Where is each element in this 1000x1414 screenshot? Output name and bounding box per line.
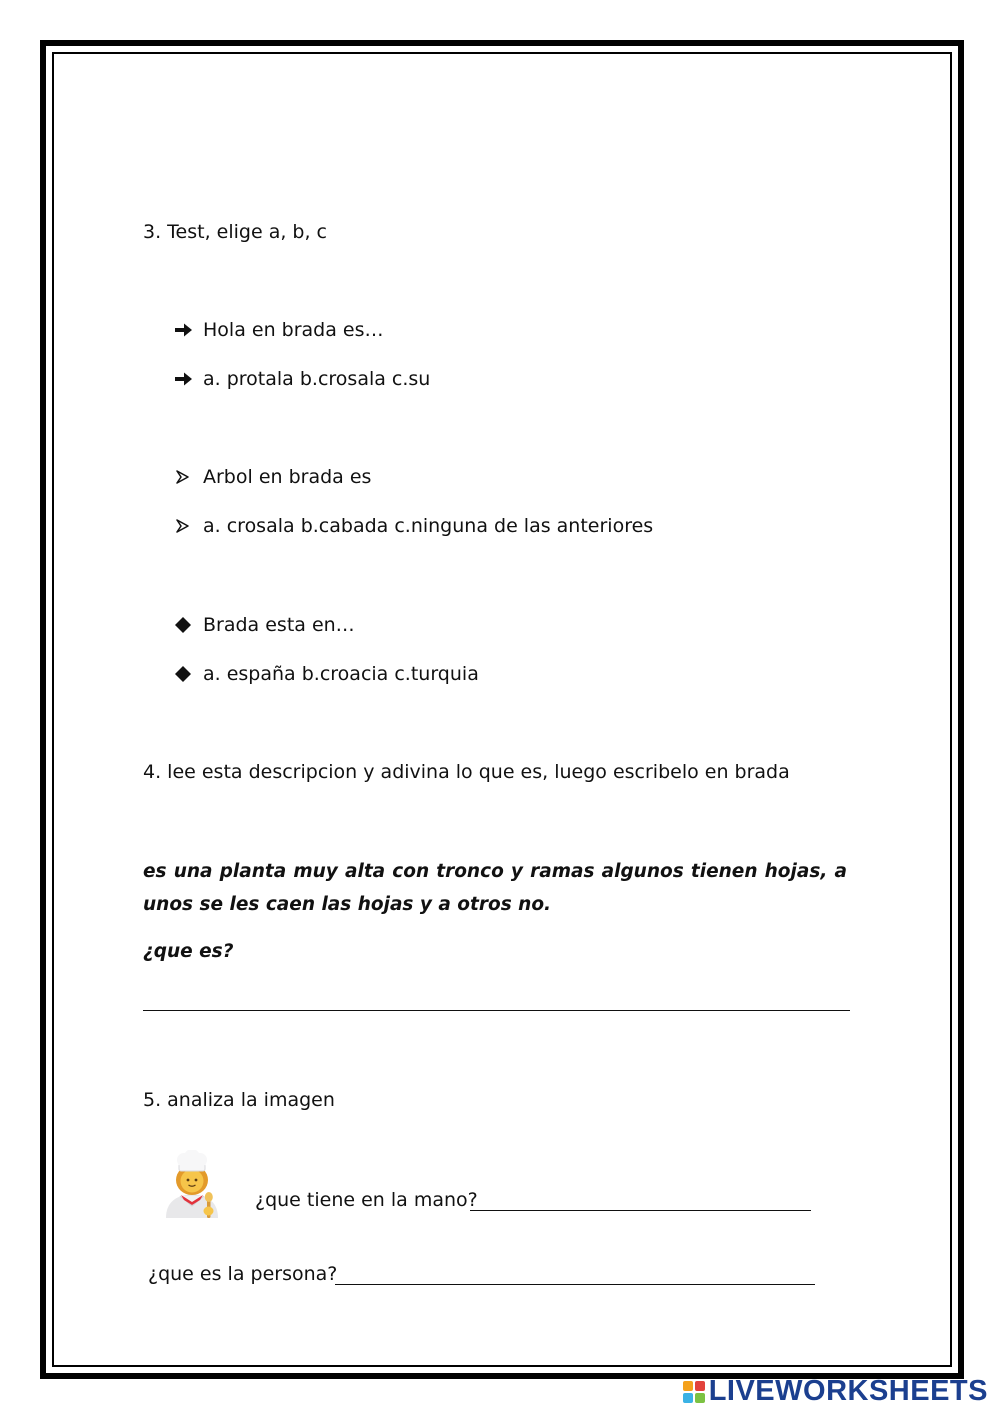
description-paragraph: es una planta muy alta con tronco y ramas algunos tienen hojas, a unos se les caen las hojas y a otros no. — [143, 861, 847, 915]
test-item: a. españa b.croacia c.turquia — [203, 663, 479, 685]
chef-icon — [160, 1150, 224, 1220]
arrowhead-icon — [176, 519, 190, 533]
question-person: ¿que es la persona? — [148, 1263, 338, 1285]
question-5-title: 5. analiza la imagen — [143, 1089, 335, 1111]
question-3-title: 3. Test, elige a, b, c — [143, 221, 328, 243]
answer-line[interactable] — [470, 1210, 811, 1211]
arrowhead-icon — [176, 470, 190, 484]
right-arrow-icon — [175, 371, 193, 387]
answer-line[interactable] — [143, 1010, 850, 1011]
test-item: a. crosala b.cabada c.ninguna de las anteriores — [203, 515, 654, 537]
test-item: Arbol en brada es — [203, 466, 372, 488]
liveworksheets-watermark — [683, 1375, 988, 1408]
test-item: Hola en brada es… — [203, 319, 384, 341]
right-arrow-icon — [175, 322, 193, 338]
diamond-icon — [175, 666, 191, 682]
test-item: Brada esta en… — [203, 614, 355, 636]
answer-line[interactable] — [335, 1284, 815, 1285]
test-item: a. protala b.crosala c.su — [203, 368, 431, 390]
watermark-text: LIVEWORKSHEETS — [708, 1375, 988, 1407]
diamond-icon — [175, 617, 191, 633]
liveworksheets-logo-icon — [683, 1381, 705, 1403]
question-hand: ¿que tiene en la mano? — [255, 1189, 478, 1211]
question-4-title: 4. lee esta descripcion y adivina lo que es, luego escribelo en brada — [143, 761, 790, 783]
question-prompt: ¿que es? — [143, 941, 234, 962]
